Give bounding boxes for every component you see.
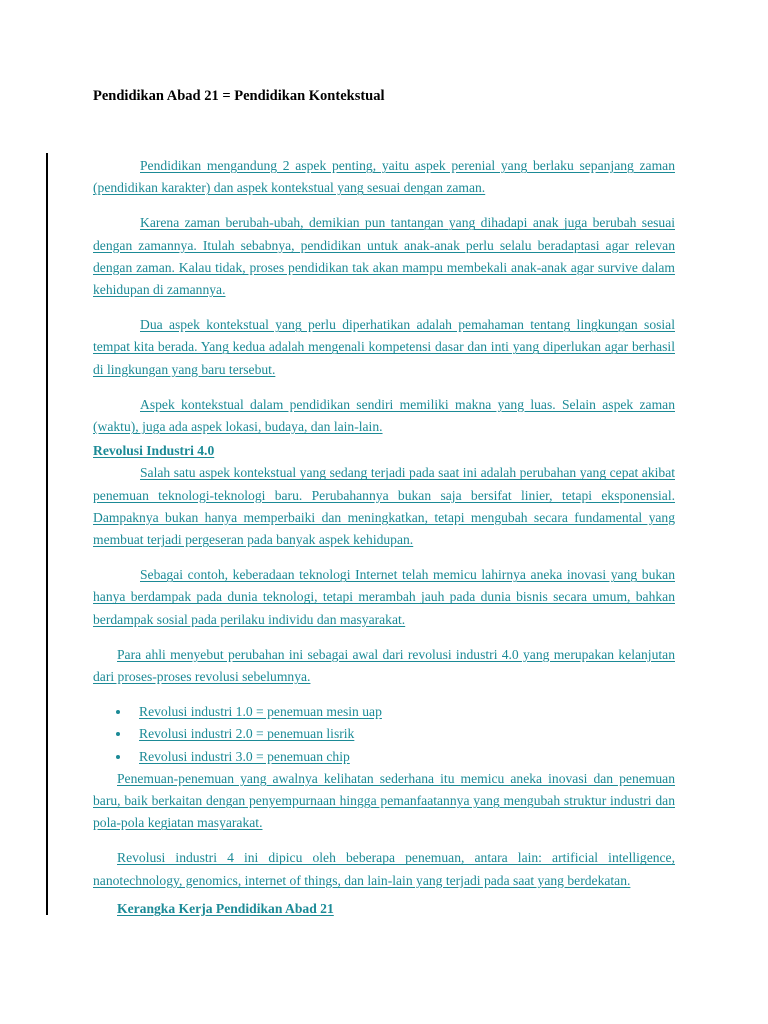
change-bar — [46, 153, 48, 915]
revolusi-list — [93, 701, 675, 768]
list-item — [93, 701, 675, 723]
paragraph-revolusi-1 — [93, 462, 675, 551]
link-paragraph[interactable]: Sebagai contoh, keberadaan teknologi Internet telah memicu lahirnya aneka inovasi yang bukan hanya berdampak pada dunia teknologi, tetapi merambah jauh pada dunia bisnis secara umum, bahkan berdampak sosial pada perilaku individu dan masyarakat. — [93, 567, 675, 627]
heading-revolusi-industri — [93, 440, 675, 462]
document-title: Pendidikan Abad 21 = Pendidikan Kontekstual — [93, 88, 385, 104]
link-paragraph[interactable]: Penemuan-penemuan yang awalnya kelihatan sederhana itu memicu aneka inovasi dan penemuan baru, baik berkaitan dengan penyempurnaan hingga pemanfaatannya yang mengubah struktur industri dan pola-pola kegiatan masyarakat. — [93, 770, 675, 831]
link-paragraph[interactable]: Karena zaman berubah-ubah, demikian pun tantangan yang dihadapi anak juga berubah sesuai dengan zamannya. Itulah sebabnya, pendidikan untuk anak-anak perlu selalu beradaptasi agar relevan dengan zaman. Kalau tidak, proses pendidikan tak akan mampu membekali anak-anak agar survive dalam kehidupan di zamannya. — [93, 215, 675, 298]
link-list-item[interactable]: Revolusi industri 3.0 = penemuan chip — [139, 748, 350, 764]
link-paragraph[interactable]: Pendidikan mengandung 2 aspek penting, yaitu aspek perenial yang berlaku sepanjang zaman (pendidikan karakter) dan aspek kontekstual yang sesuai dengan zaman. — [93, 158, 675, 196]
paragraph-after-1 — [93, 768, 675, 835]
link-paragraph[interactable]: Para ahli menyebut perubahan ini sebagai awal dari revolusi industri 4.0 yang merupakan kelanjutan dari proses-proses revolusi sebelumnya. — [93, 646, 675, 685]
bullet-icon — [116, 710, 120, 714]
paragraph-intro-4 — [93, 394, 675, 438]
paragraph-intro-1 — [93, 155, 675, 199]
paragraph-revolusi-2 — [93, 564, 675, 631]
bullet-icon — [116, 755, 120, 759]
link-list-item[interactable]: Revolusi industri 2.0 = penemuan lisrik — [139, 726, 355, 742]
heading-kerangka-kerja — [93, 898, 675, 920]
link-paragraph[interactable]: Aspek kontekstual dalam pendidikan sendiri memiliki makna yang luas. Selain aspek zaman (waktu), juga ada aspek lokasi, budaya, dan lain-lain. — [93, 396, 675, 435]
paragraph-intro-2 — [93, 212, 675, 301]
list-item — [93, 746, 675, 768]
paragraph-revolusi-3 — [93, 644, 675, 688]
list-item — [93, 723, 675, 745]
bullet-icon — [116, 732, 120, 736]
paragraph-intro-3 — [93, 314, 675, 381]
link-heading[interactable]: Revolusi Industri 4.0 — [93, 443, 215, 459]
link-paragraph[interactable]: Dua aspek kontekstual yang perlu diperhatikan adalah pemahaman tentang lingkungan sosial tempat kita berada. Yang kedua adalah mengenali kompetensi dasar dan inti yang diperlukan agar berhasil di lingkungan yang baru tersebut. — [93, 317, 675, 377]
link-paragraph[interactable]: Salah satu aspek kontekstual yang sedang terjadi pada saat ini adalah perubahan yang cepat akibat penemuan teknologi-teknologi baru. Perubahannya bukan saja bersifat linier, tetapi eksponensial. Dampaknya bukan hanya memperbaiki dan meningkatkan, tetapi mengubah secara fundamental yang membuat terjadi pergeseran pada banyak aspek kehidupan. — [93, 465, 675, 548]
document-body — [93, 155, 675, 933]
link-list-item[interactable]: Revolusi industri 1.0 = penemuan mesin uap — [139, 704, 382, 720]
link-heading[interactable]: Kerangka Kerja Pendidikan Abad 21 — [117, 900, 334, 916]
paragraph-after-2 — [93, 847, 675, 891]
link-paragraph[interactable]: Revolusi industri 4 ini dipicu oleh beberapa penemuan, antara lain: artificial intelligence, nanotechnology, genomics, internet of things, dan lain-lain yang terjadi pada saat yang berdekatan. — [93, 850, 675, 888]
